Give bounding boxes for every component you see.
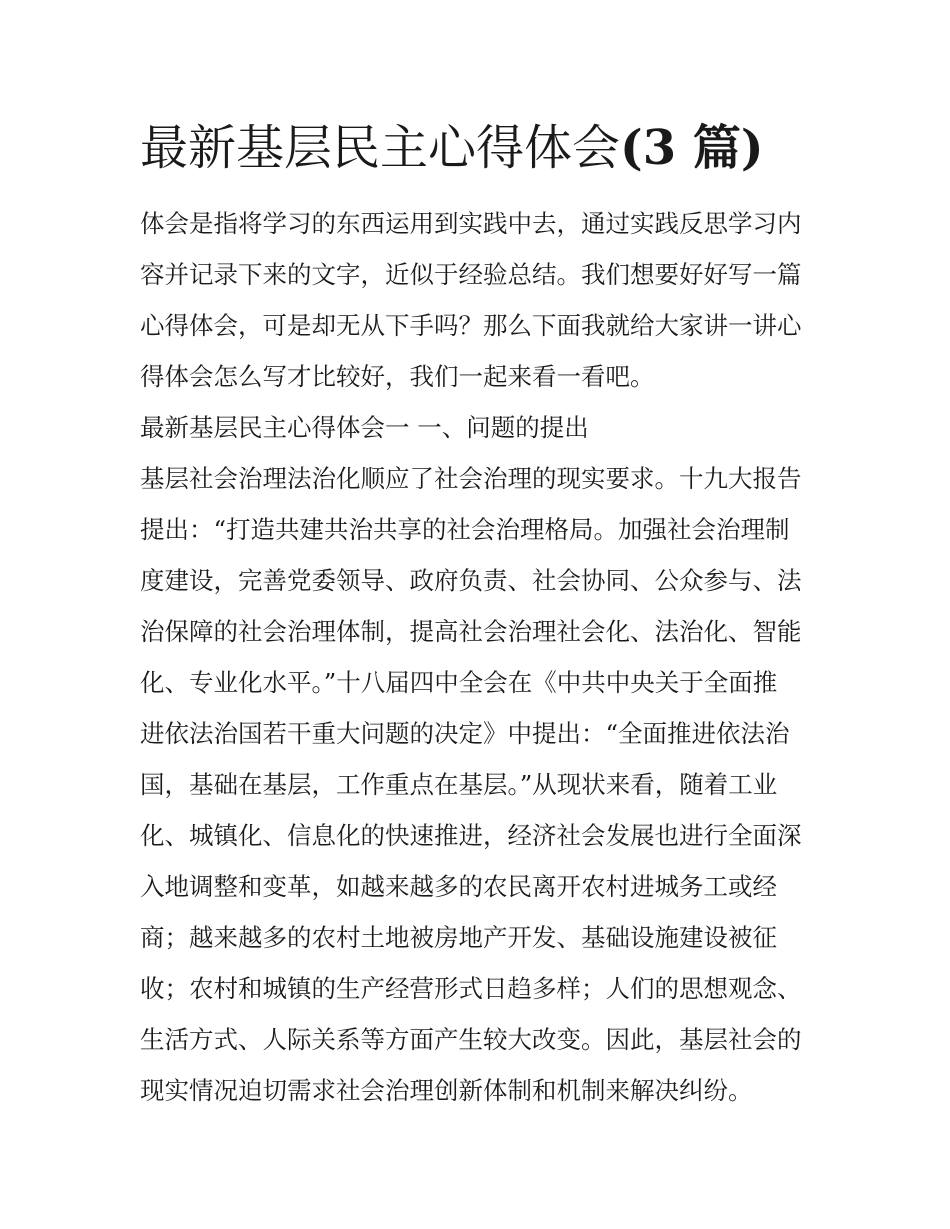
body-line: 进依法治国若干重大问题的决定》中提出：“全面推进依法治 (140, 719, 790, 748)
body-line: 生活方式、人际关系等方面产生较大改变。因此，基层社会的 (140, 1025, 802, 1054)
body-line: 得体会怎么写才比较好，我们一起来看一看吧。 (140, 362, 655, 391)
body-line: 心得体会，可是却无从下手吗？那么下面我就给大家讲一讲心 (140, 311, 802, 340)
body-line: 国，基础在基层，工作重点在基层。”从现状来看，随着工业 (140, 770, 778, 799)
title-main: 最新基层民主心得体会 (140, 120, 621, 176)
body-line: 化、专业化水平。”十八届四中全会在《中共中央关于全面推 (140, 668, 778, 697)
body-line: 现实情况迫切需求社会治理创新体制和机制来解决纠纷。 (140, 1076, 753, 1105)
body-line: 基层社会治理法治化顺应了社会治理的现实要求。十九大报告 (140, 464, 802, 493)
body-line: 度建设，完善党委领导、政府负责、社会协同、公众参与、法 (140, 566, 802, 595)
body-line: 化、城镇化、信息化的快速推进，经济社会发展也进行全面深 (140, 821, 802, 850)
body-line: 治保障的社会治理体制，提高社会治理社会化、法治化、智能 (140, 617, 802, 646)
body-line: 商；越来越多的农村土地被房地产开发、基础设施建设被征 (140, 923, 777, 952)
section-heading: 最新基层民主心得体会一 一、问题的提出 (140, 413, 589, 442)
body-line: 提出：“打造共建共治共享的社会治理格局。加强社会治理制 (140, 515, 790, 544)
document-body (140, 198, 820, 1116)
body-line: 收；农村和城镇的生产经营形式日趋多样；人们的思想观念、 (140, 974, 802, 1003)
body-line: 入地调整和变革，如越来越多的农民离开农村进城务工或经 (140, 872, 777, 901)
title-suffix: (3 篇) (620, 120, 764, 176)
document-title (140, 118, 840, 178)
body-line: 容并记录下来的文字，近似于经验总结。我们想要好好写一篇 (140, 260, 802, 289)
body-line: 体会是指将学习的东西运用到实践中去，通过实践反思学习内 (140, 209, 802, 238)
